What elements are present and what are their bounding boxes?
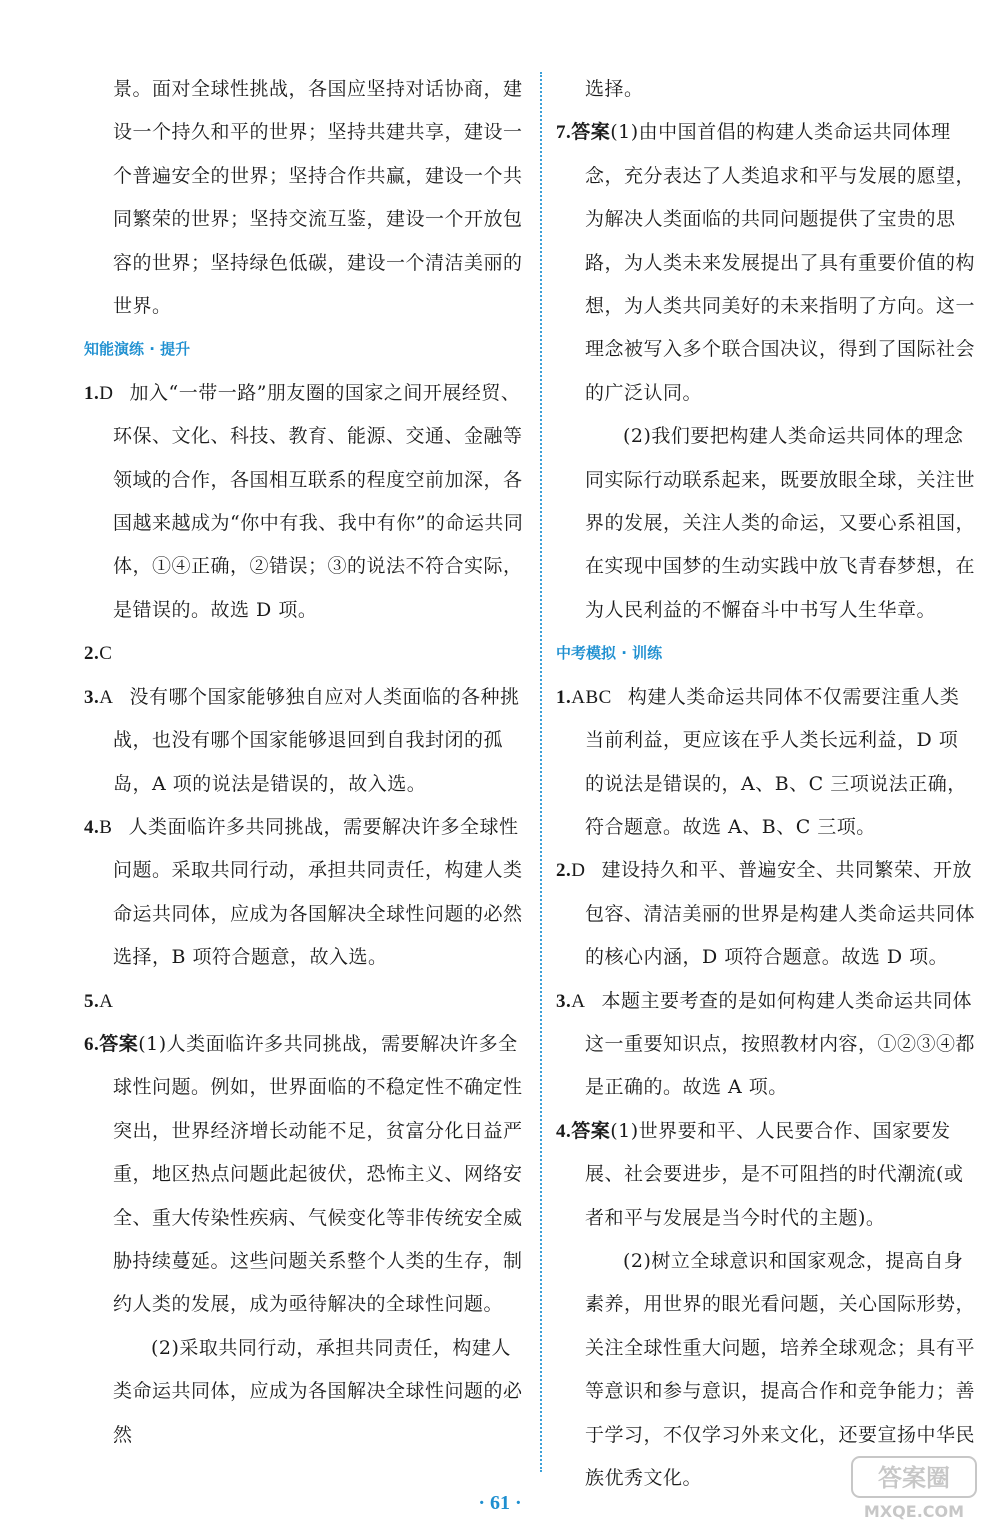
item-explanation: 加入“一带一路”朋友圈的国家之间开展经贸、环保、文化、科技、教育、能源、交通、金融等领域的合作，各国相互联系的程度空前加深，各国越来越成为“你中有我、我中有你”的命运共同体，①④正确，②错误；③的说法不符合实际，是错误的。故选 D 项。 <box>113 381 524 621</box>
left-item-4 <box>84 806 526 980</box>
left-item-1 <box>84 372 526 632</box>
answer-part-1: (1)人类面临许多共同挑战，需要解决许多全球性问题。例如，世界面临的不稳定性不确定性突出，世界经济增长动能不足，贫富分化日益严重，地区热点问题此起彼伏，恐怖主义、网络安全、重大传染性疾病、气候变化等非传统安全威胁持续蔓延。这些问题关系整个人类的生存，制约人类的发展，成为亟待解决的全球性问题。 <box>113 1032 523 1316</box>
right-continuation: 选择。 <box>585 78 644 100</box>
item-answer-choice: B <box>99 816 113 838</box>
item-number: 2. <box>556 860 572 882</box>
watermark-title: 答案圈 <box>878 1464 950 1492</box>
watermark-domain: MXQE.COM <box>863 1502 965 1521</box>
right-column <box>556 68 976 1500</box>
section-title-practice: 知能演练 · 提升 <box>84 340 191 359</box>
item-answer-choice: ABC <box>571 686 612 708</box>
item-number: 2. <box>84 643 100 665</box>
page-number: · 61 · <box>478 1492 522 1514</box>
left-item-5 <box>84 980 526 1023</box>
right-item-4-part-2: (2)树立全球意识和国家观念，提高自身素养，用世界的眼光看问题，关心国际形势，关注全球性重大问题，培养全球观念；具有平等意识和参与意识，提高合作和竞争能力；善于学习，不仅学习外来文化，还要宣扬中华民族优秀文化。 <box>585 1249 976 1489</box>
left-item-2 <box>84 632 526 675</box>
item-explanation: 人类面临许多共同挑战，需要解决许多全球性问题。采取共同行动，承担共同责任，构建人类命运共同体，应成为各国解决全球性问题的必然选择，B 项符合题意，故入选。 <box>113 815 523 969</box>
item-number: 3. <box>556 990 572 1012</box>
right-item-7 <box>556 111 976 415</box>
answer-part-1: (1)由中国首倡的构建人类命运共同体理念，充分表达了人类追求和平与发展的愿望，为解决人类面临的共同问题提供了宝贵的思路，为人类未来发展提出了具有重要价值的构想，为人类共同美好的未来指明了方向。这一理念被写入多个联合国决议，得到了国际社会的广泛认同。 <box>585 121 976 404</box>
item-explanation: 本题主要考查的是如何构建人类命运共同体这一重要知识点，按照教材内容，①②③④都是正确的。故选 A 项。 <box>585 989 976 1099</box>
column-divider <box>540 72 542 1472</box>
right-item-7-part-2: (2)我们要把构建人类命运共同体的理念同实际行动联系起来，既要放眼全球，关注世界的发展，关注人类的命运，又要心系祖国，在实现中国梦的生动实践中放飞青春梦想，在为人民利益的不懈奋斗中书写人生华章。 <box>585 425 976 621</box>
answer-part-1: (1)世界要和平、人民要合作、国家要发展、社会要进步，是不可阻挡的时代潮流(或者和平与发展是当今时代的主题)。 <box>585 1119 964 1229</box>
item-answer-choice: C <box>99 643 113 665</box>
left-column <box>84 68 526 1457</box>
item-answer-choice: A <box>99 990 114 1012</box>
item-explanation: 建设持久和平、普遍安全、共同繁荣、开放包容、清洁美丽的世界是构建人类命运共同体的核心内涵，D 项符合题意。故选 D 项。 <box>585 859 976 969</box>
watermark-logo <box>850 1455 978 1523</box>
watermark-logo-icon <box>850 1455 978 1523</box>
item-number: 4. <box>556 1120 572 1142</box>
item-answer-choice: D <box>99 382 114 404</box>
item-number: 6. <box>84 1033 100 1055</box>
item-number: 4. <box>84 816 100 838</box>
item-answer-choice: A <box>571 990 586 1012</box>
item-answer-choice: A <box>99 686 114 708</box>
right-item-4 <box>556 1110 976 1240</box>
left-item-3 <box>84 676 526 806</box>
right-item-2 <box>556 849 976 979</box>
left-item-6-part-2: (2)采取共同行动，承担共同责任，构建人类命运共同体，应成为各国解决全球性问题的必然 <box>113 1336 523 1446</box>
item-answer-choice: D <box>571 860 586 882</box>
answer-label: 答案 <box>99 1032 139 1055</box>
right-item-1 <box>556 676 976 850</box>
item-explanation: 构建人类命运共同体不仅需要注重人类当前利益，更应该在乎人类长远利益，D 项的说法是错误的，A、B、C 三项说法正确，符合题意。故选 A、B、C 三项。 <box>585 685 967 838</box>
section-title-exam: 中考模拟 · 训练 <box>556 644 663 663</box>
answer-label: 答案 <box>571 121 611 144</box>
right-item-3 <box>556 980 976 1110</box>
left-item-6 <box>84 1023 526 1327</box>
item-explanation: 没有哪个国家能够独自应对人类面临的各种挑战，也没有哪个国家能够退回到自我封闭的孤岛，A 项的说法是错误的，故入选。 <box>113 685 520 795</box>
item-number: 3. <box>84 686 100 708</box>
item-number: 1. <box>556 686 572 708</box>
item-number: 1. <box>84 382 100 404</box>
item-number: 7. <box>556 122 572 144</box>
item-number: 5. <box>84 990 100 1012</box>
answer-label: 答案 <box>571 1119 611 1142</box>
left-intro-paragraph: 景。面对全球性挑战，各国应坚持对话协商，建设一个持久和平的世界；坚持共建共享，建设一个普遍安全的世界；坚持合作共赢，建设一个共同繁荣的世界；坚持交流互鉴，建设一个开放包容的世界；坚持绿色低碳，建设一个清洁美丽的世界。 <box>113 78 523 318</box>
